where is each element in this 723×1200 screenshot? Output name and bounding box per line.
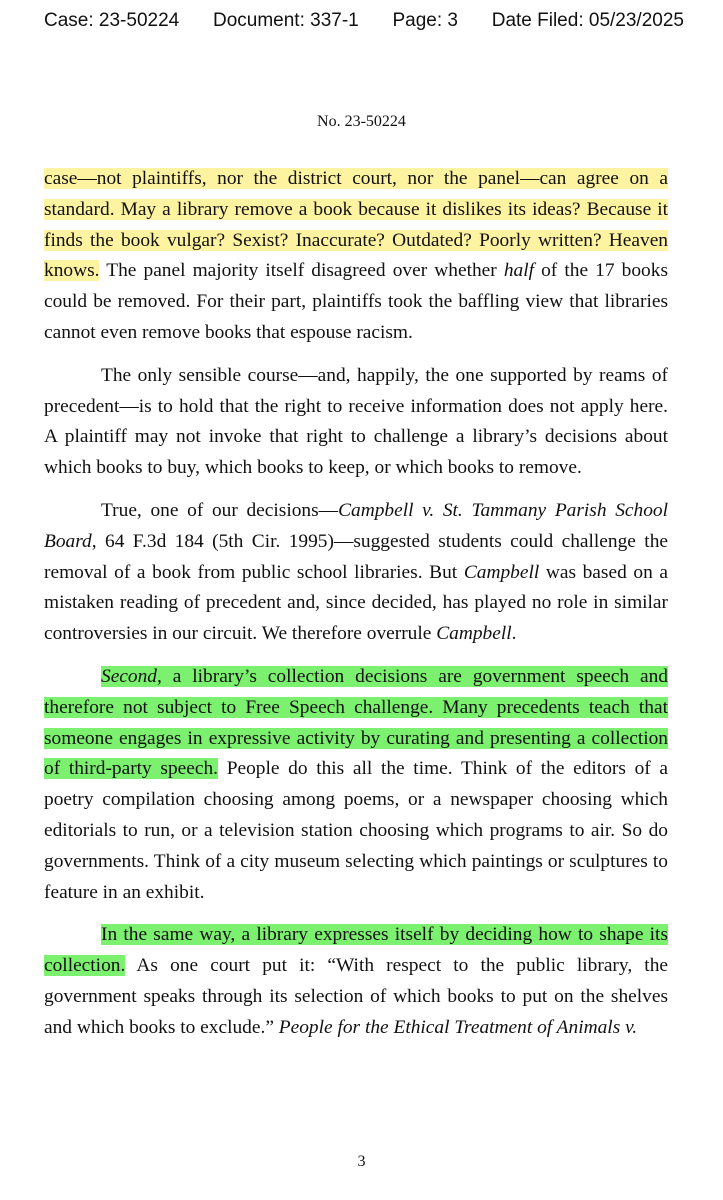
text: The panel majority itself disagreed over whether bbox=[99, 260, 504, 282]
header-page: Page: 3 bbox=[392, 10, 458, 31]
highlight-green: In the same way, a library expresses itself by deciding how to shape its collection. bbox=[44, 924, 668, 977]
case-number: Case: 23-50224 bbox=[44, 10, 180, 31]
italic-text: Campbell bbox=[436, 623, 512, 645]
text: As one court put it: “With respect to the public library, the government speaks through its selection of which books to put on the shelves and which books to exclude.” bbox=[44, 955, 668, 1038]
italic-text: half bbox=[503, 260, 534, 282]
text: of the 17 books could be removed. For their part, plaintiffs took the baffling view that libraries cannot even remove books that espouse racism. bbox=[44, 260, 668, 343]
text: People do this all the time. Think of the editors of a poetry compilation choosing among poems, or a newspaper choosing which editorials to run, or a television station choosing which programs to air. So do governments. Think of a city museum selecting which paintings or sculptures to feature in an exhibit. bbox=[44, 758, 668, 903]
page-header bbox=[44, 10, 684, 32]
document-number: Document: 337-1 bbox=[212, 10, 359, 31]
opinion-body bbox=[44, 164, 668, 1056]
case-citation: People for the Ethical Treatment of Animals v. bbox=[278, 1016, 638, 1038]
paragraph-5 bbox=[44, 920, 668, 1043]
text: , a library’s collection decisions are government speech and therefore not subject to Free Speech challenge. Many precedents teach that someone engages in expressive activity by curating and presenting a collection of third-party speech. bbox=[44, 665, 668, 780]
text: was based on a mistaken reading of precedent and, since decided, has played no role in similar controversies in our circuit. We therefore overrule bbox=[44, 561, 668, 645]
paragraph-2 bbox=[44, 361, 668, 484]
date-filed: Date Filed: 05/23/2025 bbox=[491, 10, 684, 31]
paragraph-3 bbox=[44, 496, 668, 650]
italic-text: Campbell bbox=[463, 561, 540, 583]
text: , 64 F.3d 184 (5th Cir. 1995)—suggested students could challenge the removal of a book from public school libraries. But bbox=[44, 530, 668, 583]
paragraph-1 bbox=[44, 164, 668, 349]
text: The only sensible course—and, happily, the one supported by reams of precedent—is to hold that the right to receive information does not apply here. A plaintiff may not invoke that right to challenge a library’s decisions about which books to buy, which books to keep, or which books to remove. bbox=[44, 364, 668, 479]
page-number: 3 bbox=[357, 1153, 366, 1170]
text: True, one of our decisions— bbox=[101, 499, 339, 521]
case-citation: Campbell v. St. Tammany Parish School Board bbox=[44, 499, 669, 552]
doc-number: No. 23-50224 bbox=[317, 113, 406, 130]
italic-text: Second bbox=[101, 665, 157, 687]
text: . bbox=[511, 623, 517, 645]
paragraph-4 bbox=[44, 662, 668, 908]
highlight-yellow: case—not plaintiffs, nor the district court, nor the panel—can agree on a standard. May a library remove a book because it dislikes its ideas? Because it finds the book vulgar? Sexist? Inaccurate? Outdated? Poorly written? Heaven knows. bbox=[44, 168, 668, 282]
